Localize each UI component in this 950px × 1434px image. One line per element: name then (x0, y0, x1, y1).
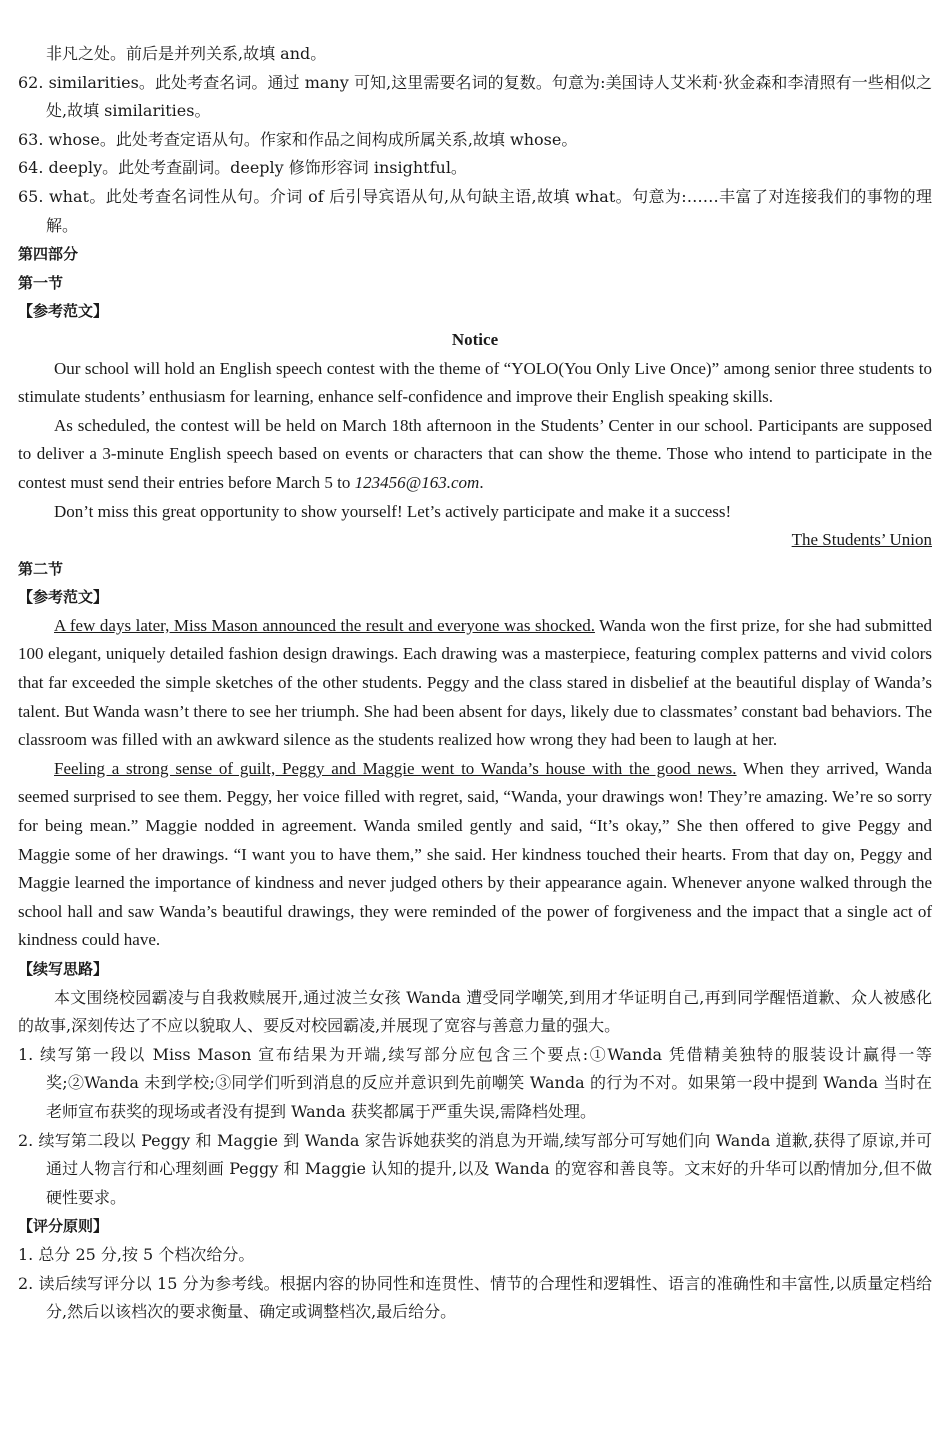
notice-signature-line (18, 526, 932, 555)
section2-heading: 第二节 (18, 559, 64, 578)
scoring-rule-1: 1. 总分 25 分,按 5 个档次给分。 (18, 1244, 255, 1264)
notice-title: Notice (451, 329, 499, 349)
continuation-paragraph-2 (18, 755, 932, 955)
sample-label-1: 【参考范文】 (18, 302, 109, 321)
sample-label-2: 【参考范文】 (18, 588, 109, 607)
scoring-heading: 【评分原则】 (18, 1217, 109, 1236)
answer-62: 62. similarities。此处考查名词。通过 many 可知,这里需要名词的复数。句意为:美国诗人艾米莉·狄金森和李清照有一些相似之处,故填 similarities。 (18, 72, 932, 121)
section1-heading: 第一节 (18, 273, 64, 292)
paragraph-2-lead: Feeling a strong sense of guilt, Peggy and Maggie went to Wanda’s house with the good news. (54, 758, 737, 778)
paragraph-1-body: Wanda won the first prize, for she had submitted 100 elegant, uniquely detailed fashion design drawings. Each drawing was a masterpiece, featuring complex patterns and vivid colors that far exceeded the simple sketches of the other students. Peggy and the class stared in disbelief at the beautiful display of Wanda’s talent. But Wanda wasn’t there to see her triumph. She had been absent for days, likely due to classmates’ constant bad behaviors. The classroom was filled with an awkward silence as the students realized how wrong they had been to laugh at her. (18, 615, 932, 750)
answer-63: 63. whose。此处考查定语从句。作家和作品之间构成所属关系,故填 whose。 (18, 129, 578, 149)
paragraph-1-lead: A few days later, Miss Mason announced the result and everyone was shocked. (54, 615, 595, 635)
notice-paragraph-2-text: As scheduled, the contest will be held on March 18th afternoon in the Students’ Center in our school. Participants are supposed to deliver a 3-minute English speech based on events or characters that can show the theme. Those who intend to participate in the contest must send their entries before March 5 to (18, 415, 932, 492)
notice-paragraph-3: Don’t miss this great opportunity to show yourself! Let’s actively participate and make it a success! (54, 501, 732, 521)
notice-paragraph-1: Our school will hold an English speech contest with the theme of “YOLO(You Only Live Once)” among senior three students to stimulate students’ enthusiasm for learning, enhance self-confidence and improve their English speaking skills. (18, 358, 932, 407)
contact-email: 123456@163.com (354, 472, 480, 492)
answer-65: 65. what。此处考查名词性从句。介词 of 后引导宾语从句,从句缺主语,故填 what。句意为:……丰富了对连接我们的事物的理解。 (18, 186, 932, 235)
part4-heading: 第四部分 (18, 245, 79, 264)
approach-point-1: 1. 续写第一段以 Miss Mason 宣布结果为开端,续写部分应包含三个要点:①Wanda 凭借精美独特的服装设计赢得一等奖;②Wanda 未到学校;③同学们听到消息的反应并意识到先前嘲笑 Wanda 的行为不对。如果第一段中提到 Wanda 当时在老师宣布获奖的现场或者没有提到 Wanda 获奖都属于严重失误,需降档处理。 (18, 1044, 932, 1121)
notice-paragraph-2 (18, 412, 932, 498)
approach-heading: 【续写思路】 (18, 960, 109, 978)
notice-paragraph-2-end: . (479, 472, 484, 492)
answer-continuation: 非凡之处。前后是并列关系,故填 and。 (46, 44, 327, 63)
answer-64: 64. deeply。此处考查副词。deeply 修饰形容词 insightful。 (18, 158, 467, 178)
approach-intro: 本文围绕校园霸凌与自我救赎展开,通过波兰女孩 Wanda 遭受同学嘲笑,到用才华证明自己,再到同学醒悟道歉、众人被感化的故事,深刻传达了不应以貌取人、要反对校园霸凌,并展现了宽容与善意力量的强大。 (18, 987, 932, 1036)
paragraph-2-body: When they arrived, Wanda seemed surprised to see them. Peggy, her voice filled with regret, said, “Wanda, your drawings won! They’re amazing. We’re so sorry for being mean.” Maggie nodded in agreement. Wanda smiled gently and said, “It’s okay,” She then offered to give Peggy and Maggie some of her drawings. “I want you to have them,” she said. Her kindness touched their hearts. From that day on, Peggy and Maggie learned the importance of kindness and never judged others by their appearance again. Whenever anyone walked through the school hall and saw Wanda’s beautiful drawings, they were reminded of the power of forgiveness and the impact that a single act of kindness could have. (18, 758, 932, 950)
approach-point-2: 2. 续写第二段以 Peggy 和 Maggie 到 Wanda 家告诉她获奖的消息为开端,续写部分可写她们向 Wanda 道歉,获得了原谅,并可通过人物言行和心理刻画 Peggy 和 Maggie 认知的提升,以及 Wanda 的宽容和善良等。文末好的升华可以酌情加分,但不做硬性要求。 (18, 1130, 932, 1207)
continuation-paragraph-1 (18, 612, 932, 755)
scoring-rule-2: 2. 读后续写评分以 15 分为参考线。根据内容的协同性和连贯性、情节的合理性和逻辑性、语言的准确性和丰富性,以质量定档给分,然后以该档次的要求衡量、确定或调整档次,最后给分。 (18, 1273, 932, 1322)
notice-signature: The Students’ Union (791, 530, 932, 550)
